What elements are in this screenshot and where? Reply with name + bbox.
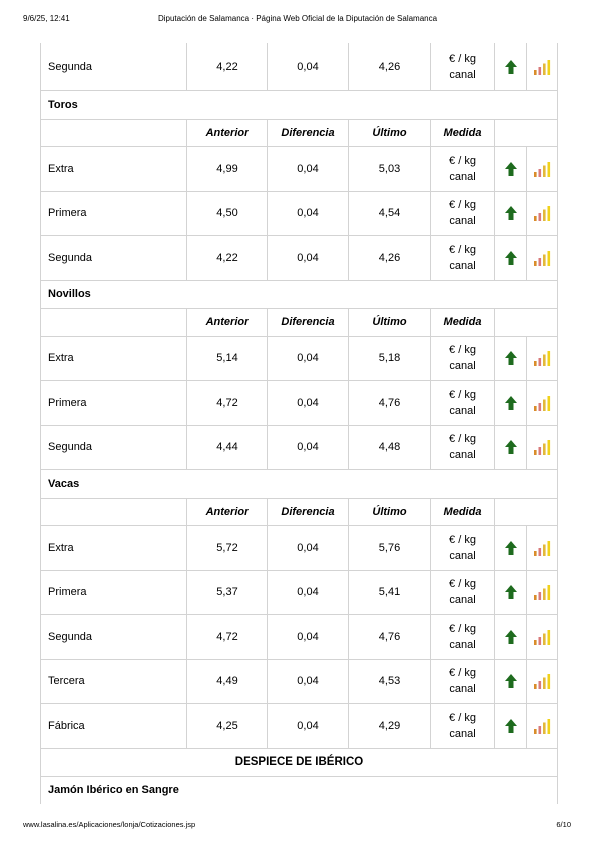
unit-cell: [431, 191, 495, 236]
unit-line: € / kg: [449, 154, 476, 167]
category-name: Primera: [41, 570, 187, 615]
signal-bars-icon: [533, 161, 551, 177]
trend-cell: [495, 381, 527, 426]
diferencia-value: 0,04: [268, 236, 349, 281]
unit-line: canal: [449, 727, 476, 740]
header-empty: [495, 119, 558, 147]
diferencia-value: 0,04: [268, 381, 349, 426]
signal-bars-icon: [533, 540, 551, 556]
trend-cell: [495, 615, 527, 660]
signal-bars-icon: [533, 205, 551, 221]
header-medida: Medida: [431, 498, 495, 526]
signal-bars-icon: [533, 584, 551, 600]
ultimo-value: 5,41: [349, 570, 431, 615]
print-datetime: 9/6/25, 12:41: [23, 14, 70, 23]
trend-cell: [495, 147, 527, 192]
print-url: www.lasalina.es/Aplicaciones/lonja/Cotizaciones.jsp: [23, 820, 196, 829]
header-empty: [41, 309, 187, 337]
diferencia-value: 0,04: [268, 704, 349, 749]
ultimo-value: 5,18: [349, 336, 431, 381]
signal-bars-icon: [533, 673, 551, 689]
signal-bars-icon: [533, 629, 551, 645]
category-name: Segunda: [41, 425, 187, 470]
ultimo-value: 4,54: [349, 191, 431, 236]
signal-cell: [527, 191, 558, 236]
unit-line: canal: [449, 259, 476, 272]
category-name: Fábrica: [41, 704, 187, 749]
unit-cell: [431, 43, 495, 91]
price-row: [41, 236, 558, 281]
price-row: [41, 147, 558, 192]
signal-bars-icon: [533, 439, 551, 455]
unit-cell: [431, 425, 495, 470]
category-name: Segunda: [41, 236, 187, 281]
category-name: Extra: [41, 526, 187, 571]
column-header-row: [41, 498, 558, 526]
arrow-up-icon: [505, 541, 517, 555]
anterior-value: 4,49: [187, 659, 268, 704]
signal-cell: [527, 236, 558, 281]
unit-line: € / kg: [449, 622, 476, 635]
price-row: [41, 43, 558, 91]
unit-cell: [431, 526, 495, 571]
section-row: [41, 91, 558, 120]
unit-cell: [431, 615, 495, 660]
unit-cell: [431, 659, 495, 704]
price-row: [41, 425, 558, 470]
price-row: [41, 570, 558, 615]
trend-cell: [495, 659, 527, 704]
category-name: Segunda: [41, 43, 187, 91]
unit-cell: [431, 336, 495, 381]
ultimo-value: 5,76: [349, 526, 431, 571]
unit-cell: [431, 381, 495, 426]
ultimo-value: 4,29: [349, 704, 431, 749]
ultimo-value: 4,53: [349, 659, 431, 704]
header-diferencia: Diferencia: [268, 498, 349, 526]
despiece-banner: DESPIECE DE IBÉRICO: [41, 748, 558, 776]
arrow-up-icon: [505, 440, 517, 454]
diferencia-value: 0,04: [268, 659, 349, 704]
unit-line: € / kg: [449, 578, 476, 591]
arrow-up-icon: [505, 351, 517, 365]
signal-bars-icon: [533, 718, 551, 734]
trend-cell: [495, 425, 527, 470]
header-ultimo: Último: [349, 498, 431, 526]
signal-bars-icon: [533, 250, 551, 266]
signal-cell: [527, 570, 558, 615]
trend-cell: [495, 43, 527, 91]
unit-line: € / kg: [449, 52, 476, 65]
diferencia-value: 0,04: [268, 570, 349, 615]
diferencia-value: 0,04: [268, 191, 349, 236]
price-row: [41, 336, 558, 381]
column-header-row: [41, 119, 558, 147]
category-name: Primera: [41, 381, 187, 426]
unit-line: € / kg: [449, 711, 476, 724]
unit-line: € / kg: [449, 243, 476, 256]
ultimo-value: 4,26: [349, 236, 431, 281]
diferencia-value: 0,04: [268, 526, 349, 571]
unit-line: € / kg: [449, 388, 476, 401]
price-row: [41, 659, 558, 704]
unit-line: canal: [449, 404, 476, 417]
header-anterior: Anterior: [187, 119, 268, 147]
ultimo-value: 4,26: [349, 43, 431, 91]
trend-cell: [495, 704, 527, 749]
diferencia-value: 0,04: [268, 336, 349, 381]
unit-cell: [431, 236, 495, 281]
column-header-row: [41, 309, 558, 337]
price-row: [41, 704, 558, 749]
unit-line: canal: [449, 360, 476, 373]
anterior-value: 4,44: [187, 425, 268, 470]
anterior-value: 5,72: [187, 526, 268, 571]
header-diferencia: Diferencia: [268, 309, 349, 337]
signal-cell: [527, 147, 558, 192]
unit-line: € / kg: [449, 433, 476, 446]
header-medida: Medida: [431, 309, 495, 337]
signal-cell: [527, 526, 558, 571]
signal-bars-icon: [533, 395, 551, 411]
unit-line: canal: [449, 170, 476, 183]
print-page-title: Diputación de Salamanca · Página Web Oficial de la Diputación de Salamanca: [157, 14, 438, 23]
unit-line: canal: [449, 215, 476, 228]
signal-bars-icon: [533, 350, 551, 366]
ultimo-value: 4,76: [349, 381, 431, 426]
header-anterior: Anterior: [187, 309, 268, 337]
trend-cell: [495, 236, 527, 281]
diferencia-value: 0,04: [268, 425, 349, 470]
ultimo-value: 4,48: [349, 425, 431, 470]
signal-cell: [527, 425, 558, 470]
category-name: Tercera: [41, 659, 187, 704]
unit-line: canal: [449, 549, 476, 562]
ultimo-value: 4,76: [349, 615, 431, 660]
anterior-value: 4,99: [187, 147, 268, 192]
arrow-up-icon: [505, 630, 517, 644]
section-title: Novillos: [41, 280, 558, 309]
header-empty: [495, 309, 558, 337]
unit-line: canal: [449, 683, 476, 696]
category-name: Primera: [41, 191, 187, 236]
ultimo-value: 5,03: [349, 147, 431, 192]
anterior-value: 5,14: [187, 336, 268, 381]
section-title: Toros: [41, 91, 558, 120]
unit-line: canal: [449, 449, 476, 462]
signal-bars-icon: [533, 59, 551, 75]
banner-row: [41, 748, 558, 776]
unit-cell: [431, 147, 495, 192]
signal-cell: [527, 704, 558, 749]
arrow-up-icon: [505, 674, 517, 688]
anterior-value: 4,22: [187, 43, 268, 91]
arrow-up-icon: [505, 719, 517, 733]
header-anterior: Anterior: [187, 498, 268, 526]
unit-line: € / kg: [449, 533, 476, 546]
signal-cell: [527, 43, 558, 91]
signal-cell: [527, 659, 558, 704]
print-page-number: 6/10: [556, 820, 571, 829]
arrow-up-icon: [505, 162, 517, 176]
diferencia-value: 0,04: [268, 147, 349, 192]
header-ultimo: Último: [349, 309, 431, 337]
anterior-value: 4,25: [187, 704, 268, 749]
anterior-value: 4,22: [187, 236, 268, 281]
anterior-value: 4,50: [187, 191, 268, 236]
arrow-up-icon: [505, 585, 517, 599]
diferencia-value: 0,04: [268, 43, 349, 91]
header-empty: [41, 119, 187, 147]
unit-line: € / kg: [449, 199, 476, 212]
anterior-value: 5,37: [187, 570, 268, 615]
unit-line: canal: [449, 594, 476, 607]
anterior-value: 4,72: [187, 615, 268, 660]
diferencia-value: 0,04: [268, 615, 349, 660]
price-row: [41, 526, 558, 571]
section-row: [41, 470, 558, 499]
arrow-up-icon: [505, 251, 517, 265]
signal-cell: [527, 336, 558, 381]
anterior-value: 4,72: [187, 381, 268, 426]
trend-cell: [495, 336, 527, 381]
arrow-up-icon: [505, 206, 517, 220]
cotizaciones-table: [40, 43, 558, 804]
arrow-up-icon: [505, 60, 517, 74]
section-row: [41, 280, 558, 309]
header-empty: [495, 498, 558, 526]
trend-cell: [495, 526, 527, 571]
unit-line: € / kg: [449, 667, 476, 680]
section-title: Jamón Ibérico en Sangre: [41, 776, 558, 804]
price-row: [41, 381, 558, 426]
price-row: [41, 615, 558, 660]
header-diferencia: Diferencia: [268, 119, 349, 147]
arrow-up-icon: [505, 396, 517, 410]
unit-line: canal: [449, 638, 476, 651]
unit-cell: [431, 704, 495, 749]
header-empty: [41, 498, 187, 526]
category-name: Segunda: [41, 615, 187, 660]
unit-line: canal: [449, 68, 476, 81]
section-title: Vacas: [41, 470, 558, 499]
header-medida: Medida: [431, 119, 495, 147]
trend-cell: [495, 570, 527, 615]
trend-cell: [495, 191, 527, 236]
price-row: [41, 191, 558, 236]
unit-cell: [431, 570, 495, 615]
category-name: Extra: [41, 147, 187, 192]
section-row: [41, 776, 558, 804]
header-ultimo: Último: [349, 119, 431, 147]
category-name: Extra: [41, 336, 187, 381]
signal-cell: [527, 615, 558, 660]
signal-cell: [527, 381, 558, 426]
unit-line: € / kg: [449, 344, 476, 357]
